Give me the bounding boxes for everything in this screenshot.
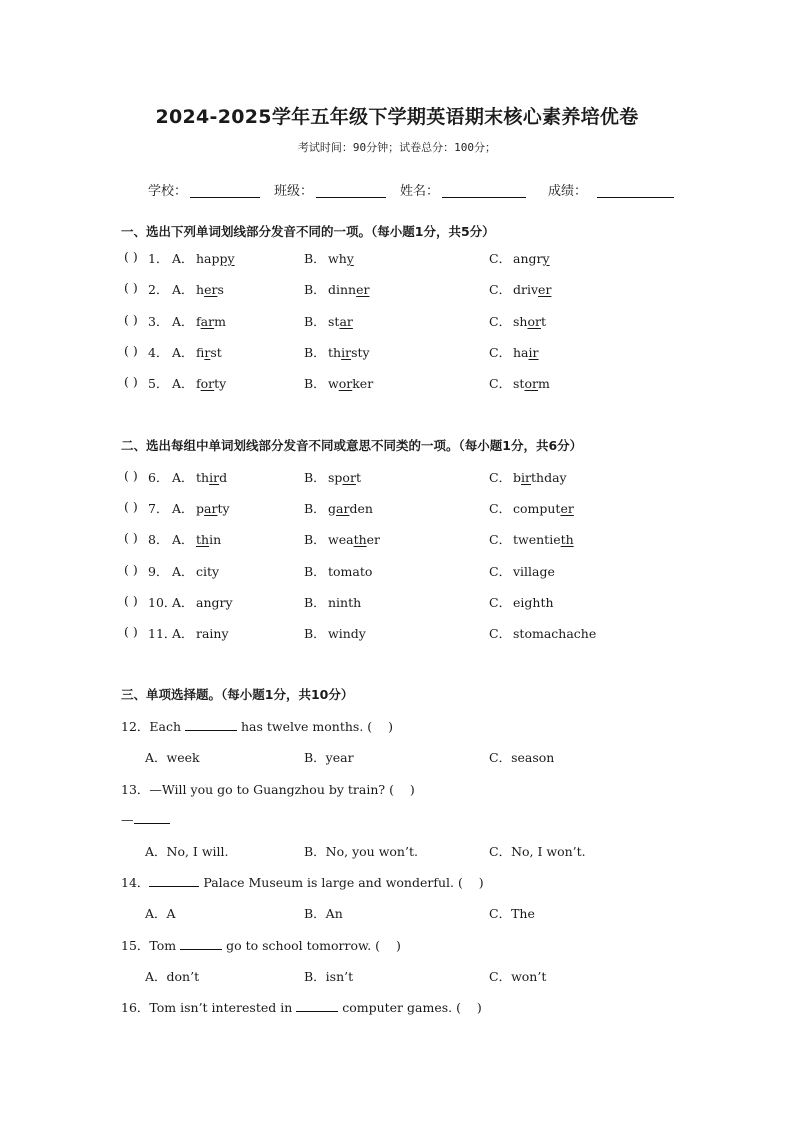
underlined-letters: th — [196, 532, 210, 548]
underlined-letters: th — [560, 532, 574, 548]
option-letter: B． — [304, 501, 326, 517]
option-c[interactable] — [489, 343, 539, 361]
question-14-post: Palace Museum is large and wonderful. ( ) — [199, 875, 484, 890]
question-12-post: has twelve months. ( ) — [237, 719, 393, 734]
word-part: ty — [214, 376, 227, 392]
question-13-blank[interactable] — [134, 811, 170, 824]
option-letter: C． — [489, 251, 512, 266]
word-part: wh — [328, 251, 347, 266]
word-part: th — [328, 344, 342, 360]
option-letter: A． — [172, 282, 194, 298]
option-letter: A． — [172, 344, 194, 360]
option-b[interactable] — [304, 280, 369, 298]
question-16-pre: 16．Tom isn’t interested in — [121, 1000, 297, 1015]
question-12-pre: 12．Each — [121, 719, 186, 734]
word-part: hap — [196, 251, 220, 266]
word-part: rainy — [196, 626, 229, 641]
question-row — [0, 374, 794, 394]
answer-bracket[interactable]: ( ) — [124, 280, 138, 296]
question-row — [0, 499, 794, 519]
option-c[interactable] — [489, 593, 554, 611]
option-letter: B． — [304, 376, 326, 392]
score-label: 成绩： — [548, 184, 588, 199]
underlined-letters: or — [200, 376, 215, 392]
question-number: 9． — [148, 563, 169, 579]
underlined-letters: ar — [200, 313, 215, 329]
answer-bracket[interactable]: ( ) — [124, 342, 138, 358]
word-part: f — [196, 376, 201, 392]
question-12-blank[interactable] — [185, 718, 237, 731]
class-blank[interactable] — [316, 197, 386, 198]
option-b[interactable] — [304, 499, 373, 517]
question-row — [0, 562, 794, 582]
word-part: city — [196, 563, 220, 579]
answer-bracket[interactable]: ( ) — [124, 311, 138, 327]
option-letter: A． — [172, 594, 194, 610]
word-part: st — [513, 376, 525, 392]
underlined-letters: ir — [204, 344, 211, 360]
answer-bracket[interactable]: ( ) — [124, 561, 138, 577]
word-part: p — [196, 501, 205, 517]
word-part: sh — [513, 313, 528, 329]
option-letter: C． — [489, 532, 512, 548]
word-part: angry — [196, 594, 233, 610]
word-part: t — [355, 470, 361, 485]
score-blank[interactable] — [597, 197, 674, 198]
option-letter: A． — [172, 501, 194, 517]
section-2-heading: 二、选出每组中单词划线部分发音不同或意思不同类的一项。（每小题1分，共6分） — [121, 438, 583, 453]
answer-bracket[interactable]: ( ) — [124, 468, 138, 483]
question-number: 5． — [148, 376, 169, 392]
underlined-letters: er — [356, 282, 370, 298]
option-letter: C． — [489, 501, 512, 517]
underlined-letters: y — [542, 251, 550, 266]
option-letter: A． — [172, 470, 194, 485]
question-row — [0, 530, 794, 550]
option-c[interactable] — [489, 499, 574, 517]
option-a[interactable] — [172, 593, 233, 611]
question-14-option-c[interactable]: C．The — [489, 906, 535, 921]
option-a[interactable] — [172, 624, 229, 642]
word-part: ha — [513, 344, 529, 360]
word-part: den — [349, 501, 373, 517]
underlined-letters: or — [338, 376, 353, 392]
section-1-heading: 一、选出下列单词划线部分发音不同的一项。（每小题1分，共5分） — [121, 224, 495, 239]
question-15-post: go to school tomorrow. ( ) — [222, 938, 401, 953]
question-number: 7． — [148, 501, 169, 517]
question-row — [0, 249, 794, 269]
option-b[interactable] — [304, 312, 353, 330]
question-row — [0, 593, 794, 613]
option-letter: C． — [489, 594, 512, 610]
question-12-options — [0, 748, 794, 768]
question-15-option-b[interactable]: B．isn’t — [304, 969, 354, 984]
underlined-letters: th — [353, 532, 367, 548]
option-b[interactable] — [304, 624, 366, 642]
option-c[interactable] — [489, 624, 596, 642]
underlined-letters: ir — [209, 470, 220, 485]
question-14-options — [0, 904, 794, 924]
option-letter: C． — [489, 376, 512, 392]
option-a[interactable] — [172, 343, 222, 361]
underlined-letters: py — [219, 251, 235, 266]
question-14 — [121, 873, 484, 891]
question-13-option-b[interactable]: B．No, you won’t. — [304, 844, 418, 859]
option-b[interactable] — [304, 468, 361, 486]
question-15-blank[interactable] — [180, 937, 222, 950]
underlined-letters: er — [538, 282, 552, 298]
option-letter: C． — [489, 470, 512, 485]
question-number: 2． — [148, 282, 169, 298]
option-letter: A． — [172, 532, 194, 548]
answer-bracket[interactable]: ( ) — [124, 374, 138, 390]
question-number: 3． — [148, 313, 169, 329]
underlined-letters: y — [346, 251, 354, 266]
question-13: 13．—Will you go to Guangzhou by train? ( ) — [121, 782, 415, 797]
name-blank[interactable] — [442, 197, 526, 198]
underlined-letters: or — [524, 376, 538, 392]
word-part: s — [217, 282, 224, 298]
question-16-blank[interactable] — [296, 999, 338, 1012]
option-a[interactable] — [172, 562, 219, 580]
section-3-heading: 三、单项选择题。（每小题1分，共10分） — [121, 687, 354, 702]
question-12-option-b[interactable]: B．year — [304, 750, 354, 765]
word-part: comput — [513, 501, 561, 517]
answer-bracket[interactable]: ( ) — [124, 499, 138, 515]
question-16-post: computer games. ( ) — [338, 1000, 482, 1015]
word-part: f — [196, 344, 205, 360]
question-number: 6． — [148, 470, 169, 485]
question-14-option-b[interactable]: B．An — [304, 906, 343, 921]
word-part: stomachache — [513, 626, 597, 641]
option-b[interactable] — [304, 530, 380, 548]
word-part: f — [196, 313, 201, 329]
option-a[interactable] — [172, 312, 226, 330]
option-c[interactable] — [489, 280, 551, 298]
option-c[interactable] — [489, 468, 567, 486]
underlined-letters: ar — [339, 313, 353, 329]
word-part: sp — [328, 470, 343, 485]
underlined-letters: ir — [341, 344, 352, 360]
option-letter: A． — [172, 626, 194, 641]
question-13-dash: — — [121, 812, 134, 827]
option-a[interactable] — [172, 499, 230, 517]
option-a[interactable] — [172, 374, 226, 392]
word-part: wea — [328, 532, 354, 548]
question-14-blank[interactable] — [149, 874, 199, 887]
option-letter: C． — [489, 344, 512, 360]
question-row — [0, 312, 794, 332]
word-part: g — [328, 501, 337, 517]
option-letter: B． — [304, 282, 326, 298]
option-letter: A． — [172, 563, 194, 579]
word-part: er — [366, 532, 381, 548]
option-b[interactable] — [304, 249, 354, 267]
question-row — [0, 280, 794, 300]
question-13-reply — [121, 811, 170, 827]
question-number: 1． — [148, 251, 169, 266]
question-row — [0, 624, 794, 644]
word-part: sty — [351, 344, 370, 360]
question-15-options — [0, 967, 794, 987]
option-letter: A． — [172, 251, 194, 266]
option-letter: B． — [304, 532, 326, 548]
option-b[interactable] — [304, 343, 370, 361]
option-c[interactable] — [489, 562, 555, 580]
option-letter: C． — [489, 626, 512, 641]
word-part: th — [196, 470, 210, 485]
underlined-letters: er — [560, 501, 574, 517]
word-part: in — [209, 532, 222, 548]
word-part: twentie — [513, 532, 561, 548]
option-letter: A． — [172, 313, 194, 329]
name-label: 姓名： — [400, 184, 440, 199]
question-12-option-a[interactable]: A．week — [145, 750, 200, 765]
word-part: h — [196, 282, 205, 298]
word-part: angr — [513, 251, 543, 266]
underlined-letters: er — [204, 282, 218, 298]
page-title: 2024-2025学年五年级下学期英语期末核心素养培优卷 — [155, 106, 639, 128]
question-15-option-a[interactable]: A．don’t — [145, 969, 200, 984]
question-12 — [121, 717, 393, 735]
word-part: m — [537, 376, 550, 392]
option-b[interactable] — [304, 593, 361, 611]
underlined-letters: or — [342, 470, 356, 485]
answer-bracket[interactable]: ( ) — [124, 530, 138, 546]
question-number: 4． — [148, 344, 169, 360]
question-13-option-a[interactable]: A．No, I will. — [145, 844, 229, 859]
question-row — [0, 343, 794, 363]
question-12-option-c[interactable]: C．season — [489, 750, 555, 765]
option-a[interactable] — [172, 530, 221, 548]
question-15-pre: 15．Tom — [121, 938, 181, 953]
word-part: st — [328, 313, 340, 329]
word-part: driv — [513, 282, 539, 298]
underlined-letters: ir — [528, 344, 539, 360]
answer-bracket[interactable]: ( ) — [124, 624, 138, 639]
option-letter: B． — [304, 344, 326, 360]
option-b[interactable] — [304, 562, 372, 580]
school-blank[interactable] — [190, 197, 260, 198]
option-c[interactable] — [489, 312, 546, 330]
word-part: ninth — [328, 594, 362, 610]
question-14-option-a[interactable]: A．A — [145, 906, 176, 921]
option-c[interactable] — [489, 374, 550, 392]
class-label: 班级： — [274, 184, 314, 199]
school-label: 学校： — [148, 184, 188, 199]
answer-bracket[interactable]: ( ) — [124, 249, 138, 264]
option-letter: B． — [304, 563, 326, 579]
option-a[interactable] — [172, 249, 235, 267]
question-13-option-c[interactable]: C．No, I won’t. — [489, 844, 586, 859]
question-15 — [121, 936, 401, 954]
exam-info-subtitle: 考试时间：90分钟；试卷总分：100分； — [297, 141, 497, 154]
option-letter: C． — [489, 313, 512, 329]
word-part: village — [513, 563, 555, 579]
option-a[interactable] — [172, 280, 224, 298]
question-number: 10． — [148, 594, 177, 610]
question-15-option-c[interactable]: C．won’t — [489, 969, 547, 984]
option-a[interactable] — [172, 468, 227, 486]
question-16 — [121, 998, 482, 1016]
word-part: st — [210, 344, 222, 360]
option-c[interactable] — [489, 530, 574, 548]
question-13-options — [0, 842, 794, 862]
word-part: d — [219, 470, 228, 485]
option-letter: C． — [489, 282, 512, 298]
option-letter: C． — [489, 563, 512, 579]
word-part: thday — [531, 470, 567, 485]
word-part: ty — [217, 501, 230, 517]
question-row — [0, 468, 794, 488]
word-part: windy — [328, 626, 366, 641]
word-part: tomato — [328, 563, 373, 579]
underlined-letters: ar — [204, 501, 218, 517]
underlined-letters: ir — [521, 470, 531, 485]
option-letter: B． — [304, 594, 326, 610]
answer-bracket[interactable]: ( ) — [124, 592, 138, 608]
option-letter: B． — [304, 313, 326, 329]
word-part: ker — [352, 376, 374, 392]
option-letter: B． — [304, 251, 326, 266]
question-14-pre: 14． — [121, 875, 150, 890]
student-info-row — [0, 180, 794, 202]
underlined-letters: ar — [336, 501, 350, 517]
question-number: 8． — [148, 532, 169, 548]
word-part: m — [214, 313, 226, 329]
word-part: eighth — [513, 594, 554, 610]
option-letter: A． — [172, 376, 194, 392]
word-part: t — [540, 313, 547, 329]
word-part: dinn — [328, 282, 357, 298]
option-b[interactable] — [304, 374, 373, 392]
option-letter: B． — [304, 626, 326, 641]
word-part: w — [328, 376, 339, 392]
option-c[interactable] — [489, 249, 550, 267]
word-part: b — [513, 470, 522, 485]
question-number: 11． — [148, 626, 177, 641]
option-letter: B． — [304, 470, 326, 485]
underlined-letters: or — [527, 313, 541, 329]
